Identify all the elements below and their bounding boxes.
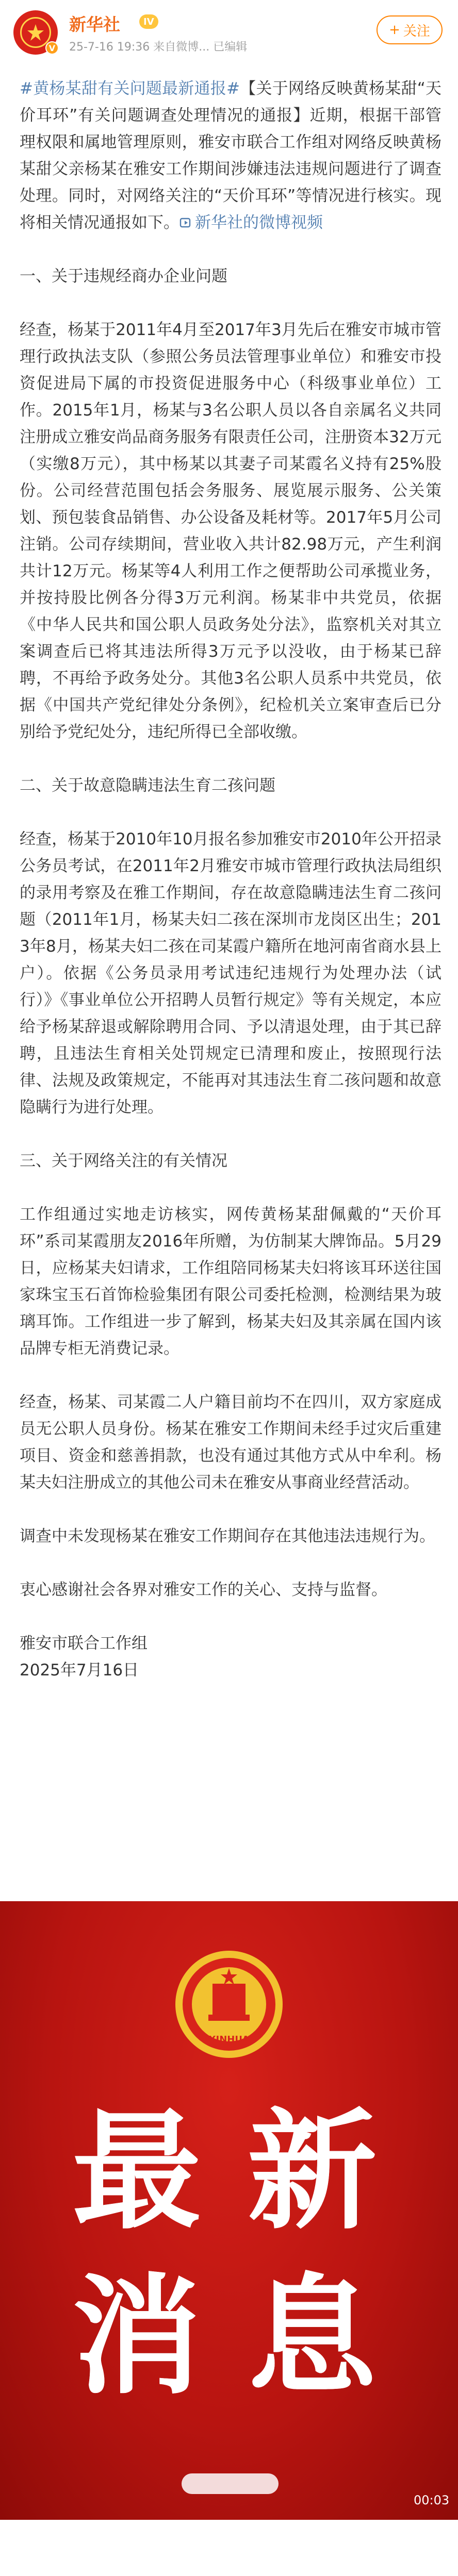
section3-paragraph-2: 经查，杨某、司某霞二人户籍目前均不在四川，双方家庭成员无公职人员身份。杨某在雅安工作期间未经手过灾后重建项目、资金和慈善捐款，也没有通过其他方式从中牟利。杨某夫妇注册成立的其他公司未在雅安从事商业经营活动。 — [20, 1393, 441, 1492]
headline-char-4: 息 — [248, 2262, 377, 2412]
spacer — [20, 1121, 441, 1148]
post-time: 25-7-16 19:36 — [69, 41, 150, 54]
post-header — [0, 0, 458, 61]
section2-paragraph: 经查，杨某于2010年10月报名参加雅安市2010年公开招录公务员考试，在2011年2月雅安市城市管理行政执法局组织的录用考察及在雅工作期间，存在故意隐瞒违法生育二孩问题（2011年1月，杨某夫妇二孩在深圳市龙岗区出生；2013年8月，杨某夫妇二孩在司某霞户籍所在地河南省商水县上户）。依据《公务员录用考试违纪违规行为处理办法（试行）》《事业单位公开招聘人员暂行规定》等有关规定，本应给予杨某辞退或解除聘用合同、予以清退处理，由于其已辞聘，且违法生育相关处罚规定已清理和废止，按照现行法律、法规及政策规定，不能再对其违法生育二孩问题和故意隐瞒行为进行处理。 — [20, 830, 441, 1117]
video-duration: 00:03 — [414, 2493, 450, 2507]
spacer — [20, 745, 441, 772]
spacer — [20, 236, 441, 263]
section1-title: 一、关于违规经商办企业问题 — [20, 267, 227, 286]
spacer — [20, 1174, 441, 1201]
xinhua-emblem-icon — [172, 1948, 286, 2061]
section3-title: 三、关于网络关注的有关情况 — [20, 1152, 227, 1170]
headline-char-3: 消 — [72, 2262, 201, 2412]
signature-org: 雅安市联合工作组 — [20, 1634, 148, 1653]
spacer — [20, 1496, 441, 1523]
video-link-text: 新华社的微博视频 — [195, 213, 323, 232]
follow-label: 关注 — [403, 23, 430, 39]
thanks-paragraph: 衷心感谢社会各界对雅安工作的关心、支持与监督。 — [20, 1581, 387, 1599]
edited-label: 已编辑 — [213, 41, 248, 54]
section1-paragraph: 经查，杨某于2011年4月至2017年3月先后在雅安市城市管理行政执法支队（参照公务员法管理事业单位）和雅安市投资促进局下属的市投资促进服务中心（科级事业单位）工作。2015年1月，杨某与3名公职人员以各自亲属名义共同注册成立雅安尚品商务服务有限责任公司，注册资本32万元（实缴8万元），其中杨某以其妻子司某霞名义持有25%股份。公司经营范围包括会务服务、展览展示服务、公关策划、预包装食品销售、办公设备及耗材等。2017年5月公司注销。公司存续期间，营业收入共计82.98万元，产生利润共计12万元。杨某等4人利用工作之便帮助公司承揽业务，并按持股比例各分得3万元利润。杨某非中共党员，依据《中华人民共和国公职人员政务处分法》，监察机关对其立案调查后已将其违法所得3万元予以没收，由于杨某已辞聘，不再给予政务处分。其他3名公职人员系中共党员，依据《中国共产党纪律处分条例》，纪检机关立案审查后已分别给予党纪处分，违纪所得已全部收缴。 — [20, 321, 441, 741]
headline-char-1: 最 — [72, 2097, 201, 2247]
headline-char-2: 新 — [248, 2097, 377, 2247]
post-source[interactable]: 来自微博... — [153, 41, 210, 54]
verified-icon: V — [45, 41, 59, 55]
section2-title: 二、关于故意隐瞒违法生育二孩问题 — [20, 776, 275, 795]
spacer — [20, 1550, 441, 1576]
intro-text: 【关于网络反映黄杨某甜“天价耳环”有关问题调查处理情况的通报】近期，根据干部管理权限和属地管理原则，雅安市联合工作组对网络反映黄杨某甜父亲杨某在雅安工作期间涉嫌违法违规问题进行了调查处理。同时，对网络关注的“天价耳环”等情况进行核实。现将相关情况通报如下。 — [20, 79, 442, 232]
user-name[interactable]: 新华社 — [69, 14, 120, 35]
link-icon — [179, 216, 193, 229]
signature-date: 2025年7月16日 — [20, 1661, 139, 1680]
post-body — [20, 75, 441, 1684]
post-meta — [69, 38, 247, 54]
emblem-text: XINHUA — [208, 2034, 250, 2045]
hashtag-link[interactable]: #黄杨某甜有关问题最新通报# — [20, 79, 240, 98]
spacer — [20, 1603, 441, 1630]
news-video-thumbnail[interactable] — [0, 1901, 458, 2520]
plus-icon: + — [389, 22, 400, 38]
intro-paragraph — [20, 75, 441, 236]
section3-paragraph-3: 调查中未发现杨某在雅安工作期间存在其他违法违规行为。 — [20, 1527, 435, 1545]
video-pill — [182, 2473, 279, 2494]
footer-spacer — [0, 2520, 458, 2576]
spacer — [20, 290, 441, 317]
level-badge: IV — [139, 14, 158, 29]
section3-paragraph-1: 工作组通过实地走访核实，网传黄杨某甜佩戴的“天价耳环”系司某霞朋友2016年所赠，为仿制某大牌饰品。5月29日，应杨某夫妇请求，工作组陪同杨某夫妇将该耳环送往国家珠宝玉石首饰检验集团有限公司委托检测，检测结果为玻璃耳饰。工作组进一步了解到，杨某夫妇及其亲属在国内该品牌专柜无消费记录。 — [20, 1205, 441, 1358]
follow-button[interactable] — [377, 15, 443, 44]
spacer — [20, 799, 441, 826]
spacer — [20, 1362, 441, 1389]
video-link[interactable] — [179, 213, 323, 232]
